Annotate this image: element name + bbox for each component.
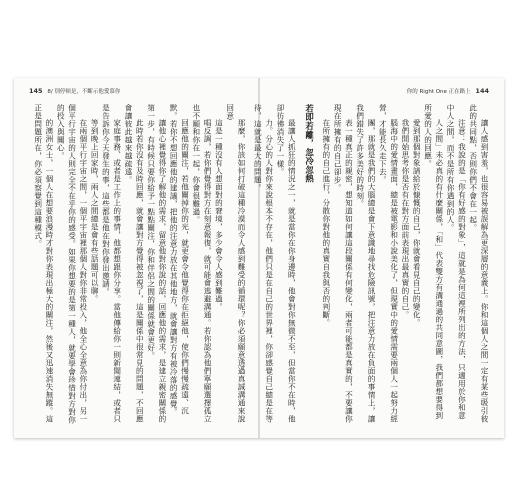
right-page-body [253,104,490,424]
paragraph: 在兩個平行宇宙之間，一個平宇宙裡那個人對你非常投入，他全心全意為你付出，另一個平行宇宙的人則完全不在乎你的感受。如果你想要的是第一種人，就要學會珍惜對方對你的投入與關心。 [56,104,88,424]
paragraph: 愛到那個對象請給於慷慨的自己，你就會看見自己的變化。 [412,119,422,328]
paragraph: 我們開始思考你是否有在對方面前表現出最真實的自己。 [400,119,410,320]
paragraph: 讓人感到害羞，也很容易被誤解為更深層的意義上。你和這個人之間一定有某些吸引彼此的共同點，否則你們不會在一起。 [468,104,489,424]
paragraph: 等到晚上回家時，兩人之間總是會有些話題可以聊。 [90,119,100,304]
paragraph: 唱反調，若你們覺得對方在刻意報復，就可能會逃避溝通。若你認為他們寧願選擇孤立也不願和你在一起，你會很難過。 [191,104,213,424]
left-page-header [26,87,120,95]
left-page-body [28,104,247,424]
paragraph: 注意：我說的是「你有好感的對象」，這就是為何這裡所列出的方法，只適用於你和意中人之間，而不是所有你遇到的人。 [446,104,467,420]
right-page-header [407,87,492,95]
paragraph: 力。分心的人對你來說根本不存在，他們只是在自己的世界裡，你卻感覺自己總是在等待，這就是最大的問題。 [253,104,274,424]
paragraph: 家庭事務、或者是工作上的事情，他都想跟你分享。當他傳給你一則新聞連結，或者只是告訴你今天發生的事，這些都是他在對你發出邀請。 [101,104,122,424]
right-page [253,78,504,438]
left-running-head: 8/ 別停頓是，不斷示他愛慕你 [47,89,121,95]
book-spread [14,78,504,438]
paragraph: 的澳洲女士，一個人在想要浪漫時才對你表現出極大的關注，然後又迅速消失無蹤。這正是問題所在，你必須察覺到這種模式。 [33,104,54,424]
paragraph: 最讓人抓狂的情況之一，就是當你在你身邊時，他會對你無微不至，但當你不在時，他卻彷彿消失了一樣。 [275,104,297,424]
right-running-head: 你的 Right One 正在路上 [406,89,471,95]
paragraph: 腦海中的愛情畫面，總是被電影和小說美化了，但現實中的愛情需要兩個人一起努力經營，才能長久走下去。 [378,104,399,424]
paragraph: 團，那就是我們的大腦總是會下意識地尋找危險訊號，把注意力放在負面的事情上，讓我們錯失了許多美好的時刻。 [355,104,377,424]
section-heading: 若即若離，忽冷忽熱 [304,104,315,184]
paragraph: 那麼，你該如何打破這種冷漠而令人感到難受的循環呢？你必須願意透過真誠溝通來說回意 [225,104,246,424]
paragraph: 回應他的關注，若他關掉你的光，就更會令他覺得你在拒絕他，使你們慢慢疏遠、沉默。若你不想回應他的建議，把他的注意力放在其他地方，就會讓對方有被冷落的感覺。 [169,104,190,416]
left-page-number: 145 [29,87,43,95]
paragraph: 這是一種沒有人想面對的窘境，多少會令人感到難過。 [214,119,224,312]
left-page [14,78,259,438]
right-page-number: 144 [475,87,489,95]
paragraph: 表一種真正的親密，想知道如何讓這段關係有何變化，兩者可能都是真實的，不要讓你現在所擁有的自己卻步。 [333,104,354,424]
paragraph: 在所擁有的自己進行，分散你對他的真實自我與否的判斷。 [321,119,331,328]
paragraph: 讓他心裡覺得你了解他的需求，留意他對你說的話，回應他的需求，是建立親密關係的第一步，有時候只要你給予一點點關注，你和伴侶之間的關係就會更好。 [146,104,167,424]
paragraph: 此時若你沒有及時回應，就會讓對方覺得被忽視了，這是關係中很常見的問題，不回應會讓彼此越來越疏遠。 [124,104,145,424]
paragraph: 人之間」未必真的有什麼關係，「和」代表雙方有溝通過的共同意圖，我們都想要得到所愛的人的回應。 [423,104,444,420]
